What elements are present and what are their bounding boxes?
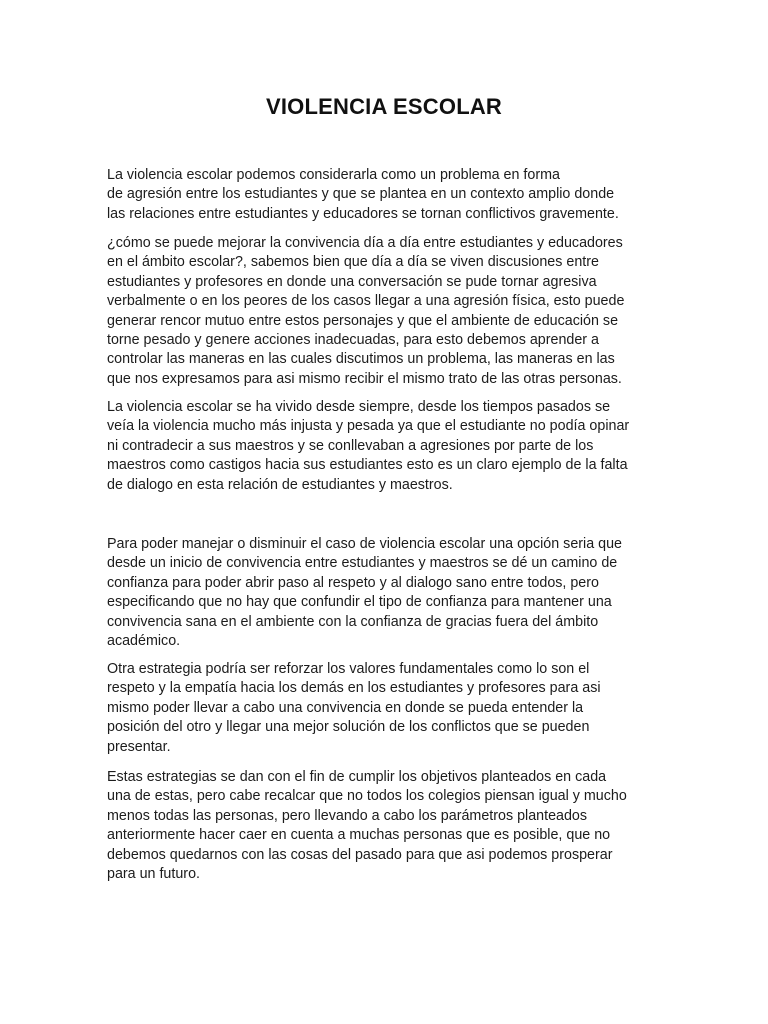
text-line: torne pesado y genere acciones inadecuadas, para esto debemos aprender a — [107, 332, 599, 349]
paragraph-strategy-values — [107, 660, 667, 757]
text-line: menos todas las personas, pero llevando a cabo los parámetros planteados — [107, 807, 588, 824]
text-line: posición del otro y llegar una mejor solución de los conflictos que se pueden — [107, 719, 590, 736]
paragraph-intro — [107, 166, 667, 224]
text-line: en el ámbito escolar?, sabemos bien que día a día se viven discusiones entre — [107, 254, 599, 271]
text-line: maestros como castigos hacia sus estudiantes esto es un claro ejemplo de la falta — [107, 457, 628, 474]
text-line: veía la violencia mucho más injusta y pesada ya que el estudiante no podía opinar — [107, 418, 630, 435]
text-line: verbalmente o en los peores de los casos llegar a una agresión física, esto puede — [107, 293, 625, 310]
text-line: Para poder manejar o disminuir el caso de violencia escolar una opción seria que — [107, 536, 622, 552]
text-line: convivencia sana en el ambiente con la confianza de gracias fuera del ámbito — [107, 613, 599, 630]
paragraph-strategy-trust — [107, 535, 667, 651]
text-line: confianza para poder abrir paso al respeto y al dialogo sano entre todos, pero — [107, 574, 599, 591]
text-line: ¿cómo se puede mejorar la convivencia día a día entre estudiantes y educadores — [107, 235, 623, 251]
text-line: que nos expresamos para asi mismo recibir el mismo trato de las otras personas. — [107, 370, 622, 387]
text-line: ni contradecir a sus maestros y se conllevaban a agresiones por parte de los — [107, 437, 594, 454]
text-line: Estas estrategias se dan con el fin de cumplir los objetivos planteados en cada — [107, 769, 607, 785]
text-line: presentar. — [107, 738, 171, 755]
text-line: especificando que no hay que confundir el tipo de confianza para mantener una — [107, 594, 612, 611]
text-line: para un futuro. — [107, 866, 200, 883]
text-line: estudiantes y profesores en donde una conversación se pude tornar agresiva — [107, 273, 597, 290]
paragraph-history — [107, 398, 667, 495]
document-title: VIOLENCIA ESCOLAR — [265, 94, 503, 119]
text-line: La violencia escolar podemos considerarla como un problema en forma — [107, 167, 560, 183]
text-line: las relaciones entre estudiantes y educadores se tornan conflictivos gravemente. — [107, 205, 619, 222]
text-line: controlar las maneras en las cuales discutimos un problema, las maneras en las — [107, 351, 615, 368]
text-line: desde un inicio de convivencia entre estudiantes y maestros se dé un camino de — [107, 555, 618, 572]
paragraph-conclusion — [107, 768, 667, 884]
text-line: de agresión entre los estudiantes y que se plantea en un contexto amplio donde — [107, 186, 615, 203]
text-line: La violencia escolar se ha vivido desde siempre, desde los tiempos pasados se — [107, 399, 611, 415]
text-line: respeto y la empatía hacia los demás en los estudiantes y profesores para asi — [107, 680, 601, 697]
text-line: generar rencor mutuo entre estos personajes y que el ambiente de educación se — [107, 312, 619, 329]
text-line: académico. — [107, 633, 181, 650]
text-line: debemos quedarnos con las cosas del pasado para que asi podemos prosperar — [107, 846, 613, 863]
text-line: anteriormente hacer caer en cuenta a muchas personas que es posible, que no — [107, 827, 611, 844]
text-line: una de estas, pero cabe recalcar que no todos los colegios piensan igual y mucho — [107, 788, 627, 805]
paragraph-question — [107, 234, 667, 389]
text-line: Otra estrategia podría ser reforzar los valores fundamentales como lo son el — [107, 661, 590, 677]
text-line: mismo poder llevar a cabo una convivencia en donde se pueda entender la — [107, 699, 584, 716]
text-line: de dialogo en esta relación de estudiantes y maestros. — [107, 476, 453, 493]
